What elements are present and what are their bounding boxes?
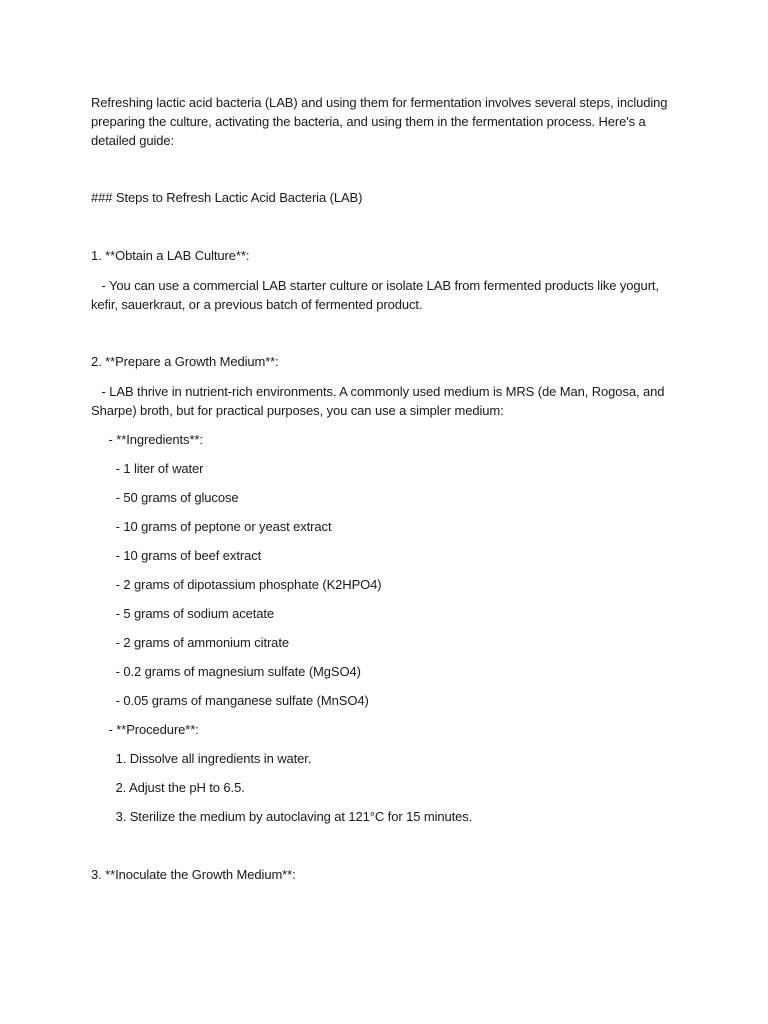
procedure-label: - **Procedure**:: [91, 722, 199, 737]
step2-body-line: Sharpe) broth, but for practical purposes, you can use a simpler medium:: [91, 403, 504, 418]
intro-line: detailed guide:: [91, 133, 175, 148]
ingredient-item: - 5 grams of sodium acetate: [91, 606, 275, 621]
ingredient-item: - 2 grams of dipotassium phosphate (K2HPO4): [91, 577, 382, 592]
ingredient-item: - 0.05 grams of manganese sulfate (MnSO4): [91, 693, 369, 708]
ingredient-item: - 50 grams of glucose: [91, 490, 239, 505]
procedure-item: 3. Sterilize the medium by autoclaving at 121°C for 15 minutes.: [91, 809, 473, 824]
step2-body-line: - LAB thrive in nutrient-rich environments. A commonly used medium is MRS (de Man, Rogosa, and: [91, 384, 665, 399]
step2-title: 2. **Prepare a Growth Medium**:: [91, 354, 279, 369]
step1-body-line: kefir, sauerkraut, or a previous batch of fermented product.: [91, 297, 423, 312]
ingredient-item: - 2 grams of ammonium citrate: [91, 635, 289, 650]
ingredient-item: - 1 liter of water: [91, 461, 204, 476]
step3-title: 3. **Inoculate the Growth Medium**:: [91, 867, 296, 882]
step1-body-line: - You can use a commercial LAB starter culture or isolate LAB from fermented products like yogurt,: [91, 278, 659, 293]
section-heading: ### Steps to Refresh Lactic Acid Bacteria (LAB): [91, 190, 363, 205]
ingredients-label: - **Ingredients**:: [91, 432, 203, 447]
intro-line: preparing the culture, activating the bacteria, and using them in the fermentation process. Here's a: [91, 114, 646, 129]
ingredient-item: - 10 grams of beef extract: [91, 548, 262, 563]
procedure-item: 1. Dissolve all ingredients in water.: [91, 751, 312, 766]
procedure-item: 2. Adjust the pH to 6.5.: [91, 780, 245, 795]
intro-line: Refreshing lactic acid bacteria (LAB) and using them for fermentation involves several steps, including: [91, 95, 668, 110]
ingredient-item: - 0.2 grams of magnesium sulfate (MgSO4): [91, 664, 361, 679]
ingredient-item: - 10 grams of peptone or yeast extract: [91, 519, 332, 534]
step1-title: 1. **Obtain a LAB Culture**:: [91, 248, 250, 263]
